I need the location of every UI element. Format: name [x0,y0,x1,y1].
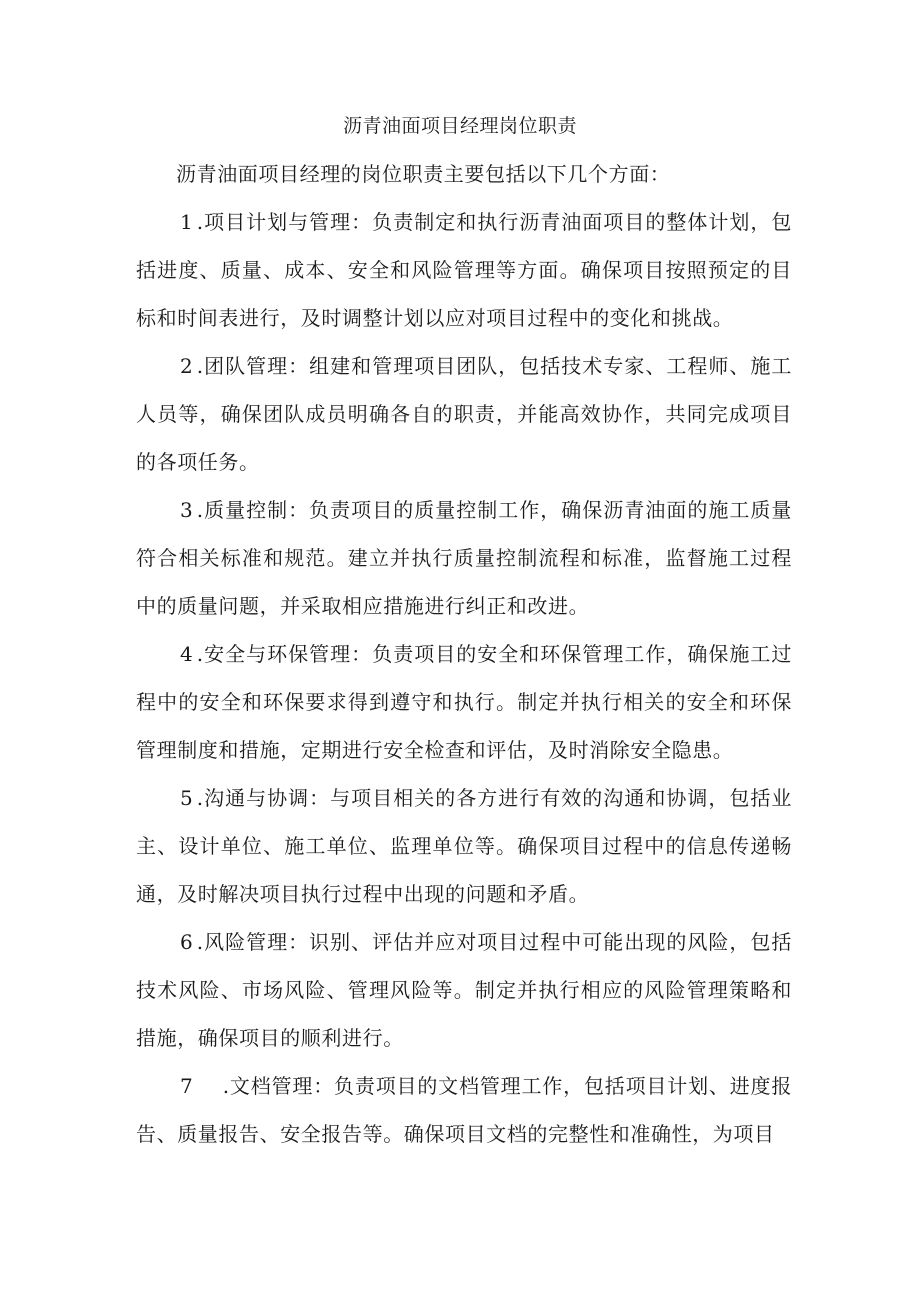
document-title: 沥青油面项目经理岗位职责 [342,115,577,137]
document-body [136,150,792,1158]
list-item [136,342,792,486]
item-text: .团队管理：组建和管理项目团队，包括技术专家、工程师、施工人员等，确保团队成员明确各自的职责，并能高效协作，共同完成项目的各项任务。 [136,354,792,474]
item-number: 1 [180,210,193,234]
item-text: .项目计划与管理：负责制定和执行沥青油面项目的整体计划，包括进度、质量、成本、安全和风险管理等方面。确保项目按照预定的目标和时间表进行，及时调整计划以应对项目过程中的变化和挑战。 [136,210,792,330]
list-item [136,198,792,342]
item-number: 3 [180,498,193,522]
item-number: 5 [180,786,193,810]
list-item [136,630,792,774]
item-text: .安全与环保管理：负责项目的安全和环保管理工作，确保施工过程中的安全和环保要求得到遵守和执行。制定并执行相关的安全和环保管理制度和措施，定期进行安全检查和评估，及时消除安全隐患。 [136,642,792,762]
item-number: 7 [180,1074,193,1098]
list-item [136,486,792,630]
intro-paragraph: 沥青油面项目经理的岗位职责主要包括以下几个方面： [176,162,671,186]
item-number: 2 [180,354,193,378]
item-text: .文档管理：负责项目的文档管理工作，包括项目计划、进度报告、质量报告、安全报告等。确保项目文档的完整性和准确性，为项目 [136,1074,792,1146]
item-number: 6 [180,930,193,954]
list-item [136,774,792,918]
item-text: .质量控制：负责项目的质量控制工作，确保沥青油面的施工质量符合相关标准和规范。建立并执行质量控制流程和标准，监督施工过程中的质量问题，并采取相应措施进行纠正和改进。 [136,498,792,618]
item-text: .沟通与协调：与项目相关的各方进行有效的沟通和协调，包括业主、设计单位、施工单位、监理单位等。确保项目过程中的信息传递畅通，及时解决项目执行过程中出现的问题和矛盾。 [136,786,792,906]
item-text: .风险管理：识别、评估并应对项目过程中可能出现的风险，包括技术风险、市场风险、管理风险等。制定并执行相应的风险管理策略和措施，确保项目的顺利进行。 [136,930,792,1050]
list-item [136,1062,792,1158]
list-item [136,918,792,1062]
item-number: 4 [180,642,193,666]
